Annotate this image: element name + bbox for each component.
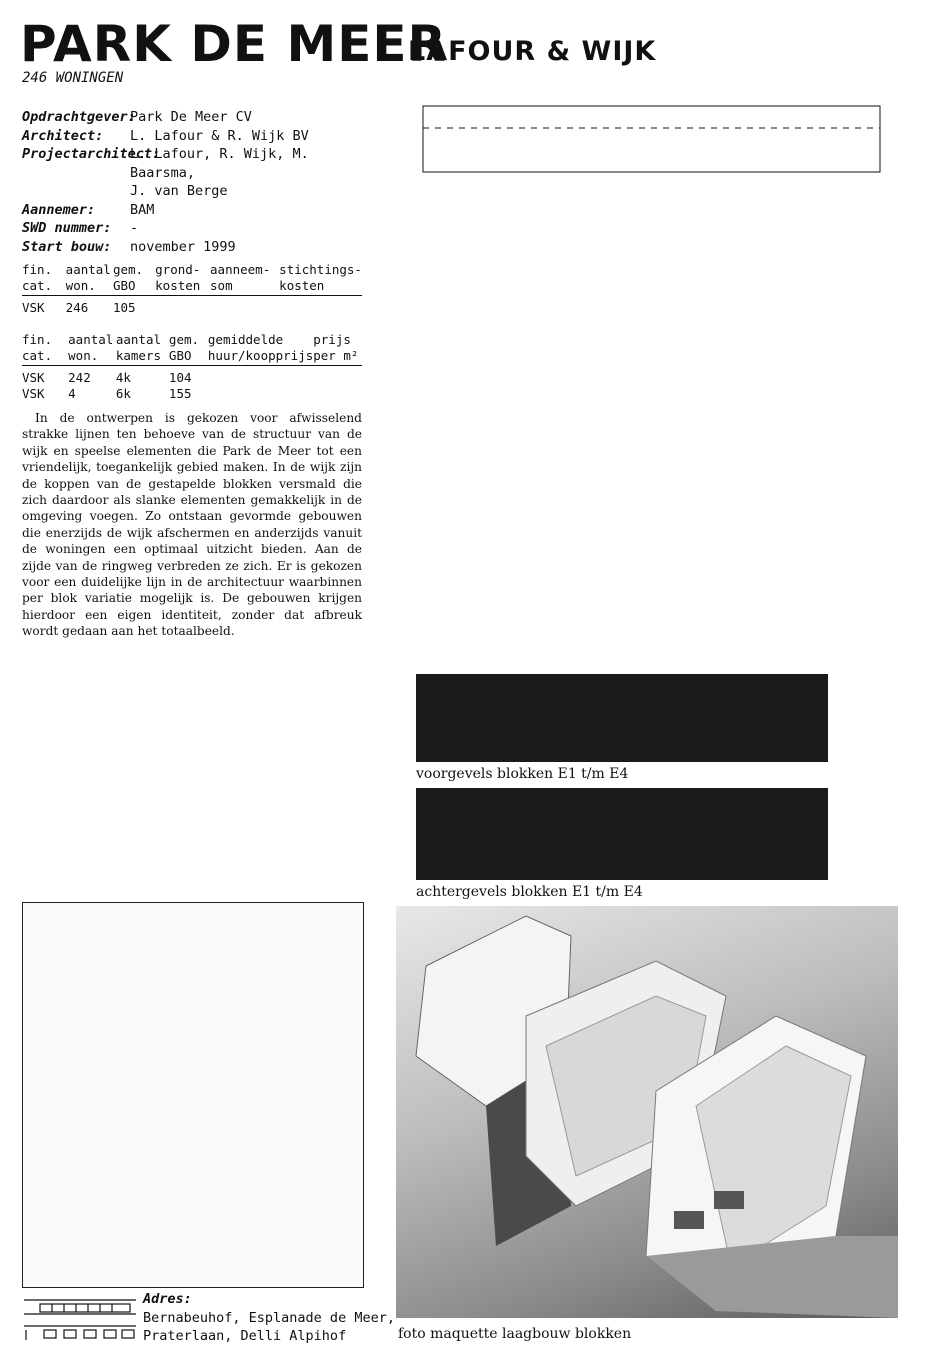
table-header: aantal won. <box>66 262 113 296</box>
table-header: gemiddelde huur/koopprijs <box>208 332 313 366</box>
info-row <box>22 182 360 201</box>
table-cell: 242 <box>68 370 91 385</box>
housing-table <box>22 332 362 402</box>
address-block <box>143 1290 395 1346</box>
info-key: Start bouw: <box>22 238 112 255</box>
info-value: BAM <box>130 201 155 218</box>
info-value: L. Lafour & R. Wijk BV <box>130 127 309 144</box>
table-header: stichtings- kosten <box>279 262 362 296</box>
back-elevation-drawing <box>416 788 828 880</box>
table-cell: 104 <box>168 370 192 385</box>
table-header: fin. cat. <box>22 262 66 296</box>
info-key: Opdrachtgever: <box>22 109 136 125</box>
table-cell: 4 <box>68 386 76 401</box>
info-row <box>22 108 360 127</box>
address-label: Adres: <box>143 1291 192 1307</box>
table-cell: 6k <box>115 386 131 401</box>
site-map <box>22 902 364 1288</box>
table-cell: VSK <box>22 386 45 401</box>
table-cell: 4k <box>115 370 131 385</box>
info-key <box>22 182 130 201</box>
table-header: aanneem- som <box>210 262 279 296</box>
plan-outline-e <box>423 106 880 172</box>
table-cell <box>208 366 313 387</box>
address-diagram <box>22 1290 138 1342</box>
info-row <box>22 201 360 220</box>
architect-subtitle: LAFOUR & WIJK <box>408 36 657 67</box>
table-cell <box>279 296 362 317</box>
back-elevation-caption: achtergevels blokken E1 t/m E4 <box>416 884 643 900</box>
table-row <box>22 296 362 317</box>
model-photo-image <box>396 906 898 1318</box>
info-value: J. van Berge <box>130 183 228 199</box>
table-cell: 105 <box>112 300 136 315</box>
front-elevation-drawing <box>416 674 828 762</box>
table-cell: 155 <box>168 386 192 401</box>
address-line-1: Bernabeuhof, Esplanade de Meer, <box>143 1309 395 1326</box>
table-header: aantal won. <box>68 332 116 366</box>
table-cell <box>208 386 313 402</box>
info-row <box>22 219 360 238</box>
table-header: gem. GBO <box>113 262 155 296</box>
table-cell <box>210 296 279 317</box>
table-row <box>22 386 362 402</box>
floor-plans <box>405 88 885 688</box>
info-row <box>22 238 360 257</box>
project-info <box>22 108 360 256</box>
photo-caption: foto maquette laagbouw blokken <box>398 1326 632 1342</box>
info-key: Projectarchitect: <box>22 146 161 162</box>
table-cell: VSK <box>22 370 45 385</box>
info-value: Park De Meer CV <box>130 109 252 125</box>
info-value: november 1999 <box>130 238 236 255</box>
table-cell <box>313 386 362 402</box>
info-row <box>22 127 360 146</box>
table-header: aantal kamers <box>116 332 169 366</box>
info-value: - <box>130 220 139 236</box>
dwelling-count: 246 WONINGEN <box>22 70 124 86</box>
info-key: SWD nummer: <box>22 220 112 236</box>
table-cell: VSK <box>22 300 45 315</box>
info-row <box>22 145 360 182</box>
cost-table <box>22 262 362 316</box>
table-header: gem. GBO <box>169 332 208 366</box>
model-photo <box>396 906 898 1318</box>
table-header: prijs per m² <box>313 332 362 366</box>
table-header: fin. cat. <box>22 332 68 366</box>
table-cell: 246 <box>65 300 89 315</box>
table-cell <box>313 366 362 387</box>
info-value: L. Lafour, R. Wijk, M. Baarsma, <box>130 146 309 181</box>
address-line-2: Praterlaan, Delli Alpihof <box>143 1328 347 1344</box>
info-key: Aannemer: <box>22 201 96 218</box>
body-text: In de ontwerpen is gekozen voor afwisselend strakke lijnen ten behoeve van de structuur van de wijk en speelse elementen die Park de Meer tot een vriendelijk, toegankelijk gebied maken. In de wijk zijn de koppen van de gestapelde blokken versmald die zich daardoor als slanke elementen gemakkelijk in de omgeving voegen. Zo ontstaan gevormde gebouwen die enerzijds de wijk afschermen en anderzijds vanuit de woningen een optimaal uitzicht bieden. Aan de zijde van de ringweg verbreden ze zich. Er is gekozen voor een duidelijke lijn in de architectuur waarbinnen per blok variatie mogelijk is. De gebouwen krijgen hierdoor een eigen identiteit, zonder dat afbreuk wordt gedaan aan het totaalbeeld. <box>22 411 362 639</box>
info-key: Architect: <box>22 127 104 144</box>
table-row <box>22 366 362 387</box>
page-title: PARK DE MEER <box>20 15 448 73</box>
front-elevation-caption: voorgevels blokken E1 t/m E4 <box>416 766 629 782</box>
table-cell <box>155 296 210 317</box>
table-header: grond- kosten <box>155 262 210 296</box>
